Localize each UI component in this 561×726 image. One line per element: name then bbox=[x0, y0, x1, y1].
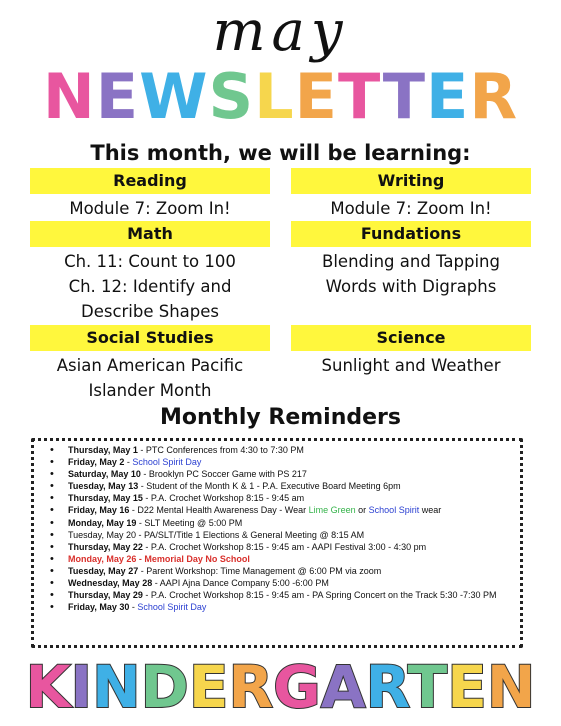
subject-reading bbox=[30, 168, 270, 221]
kindergarten-letter: N bbox=[92, 653, 141, 721]
subject-social-studies bbox=[30, 325, 270, 403]
newsletter-letter: E bbox=[426, 60, 470, 133]
kindergarten-letter: A bbox=[320, 653, 366, 721]
subject-body: Module 7: Zoom In! bbox=[69, 199, 231, 218]
kindergarten-letter: E bbox=[188, 653, 229, 721]
kindergarten-letter: G bbox=[273, 653, 321, 721]
subject-math bbox=[30, 221, 270, 324]
newsletter-title bbox=[0, 62, 561, 132]
reminder-item: • Tuesday, May 13 - Student of the Month K & 1 - P.A. Executive Board Meeting 6pm bbox=[50, 480, 520, 492]
subject-body: Ch. 11: Count to 100 Ch. 12: Identify and Describe Shapes bbox=[64, 252, 236, 321]
subject-header: Reading bbox=[30, 168, 270, 194]
kindergarten-letter: N bbox=[486, 653, 536, 721]
kindergarten-letter: R bbox=[228, 653, 274, 721]
subject-header: Math bbox=[30, 221, 270, 247]
subject-fundations bbox=[291, 221, 531, 299]
subject-body: Asian American Pacific Islander Month bbox=[56, 356, 244, 400]
newsletter-letter: L bbox=[254, 60, 295, 133]
reminder-item: • Thursday, May 15 - P.A. Crochet Workshop 8:15 - 9:45 am bbox=[50, 492, 520, 504]
subject-body: Blending and Tapping Words with Digraphs bbox=[322, 252, 500, 296]
reminder-item: • Tuesday, May 27 - Parent Workshop: Time Management @ 6:00 PM via zoom bbox=[50, 565, 520, 577]
subject-body: Module 7: Zoom In! bbox=[330, 199, 492, 218]
kindergarten-letter: T bbox=[407, 653, 448, 721]
reminder-item: • Monday, May 26 - Memorial Day No School bbox=[50, 553, 520, 565]
reminder-item: • Thursday, May 22 - P.A. Crochet Workshop 8:15 - 9:45 am - AAPI Festival 3:00 - 4:30 pm bbox=[50, 541, 520, 553]
newsletter-letter: S bbox=[208, 60, 255, 133]
reminder-item: • Friday, May 30 - School Spirit Day bbox=[50, 601, 520, 613]
reminders-list bbox=[50, 444, 520, 613]
subject-header: Fundations bbox=[291, 221, 531, 247]
newsletter-letter: T bbox=[382, 60, 427, 133]
newsletter-letter: T bbox=[338, 60, 383, 133]
newsletter-letter: R bbox=[469, 60, 519, 133]
subject-header: Social Studies bbox=[30, 325, 270, 351]
kindergarten-letter: E bbox=[447, 653, 487, 721]
subject-header: Writing bbox=[291, 168, 531, 194]
kindergarten-letter: K bbox=[25, 653, 71, 721]
month-title: may bbox=[212, 0, 349, 64]
reminder-item: • Thursday, May 1 - PTC Conferences from 4:30 to 7:30 PM bbox=[50, 444, 520, 456]
reminder-item: • Friday, May 16 - D22 Mental Health Awareness Day - Wear Lime Green or School Spirit wear bbox=[50, 504, 520, 516]
reminder-item: • Thursday, May 29 - P.A. Crochet Workshop 8:15 - 9:45 am - PA Spring Concert on the Track 5:30 -7:30 PM bbox=[50, 589, 520, 601]
newsletter-letter: W bbox=[139, 60, 209, 133]
kindergarten-letter: D bbox=[140, 653, 189, 721]
subject-body: Sunlight and Weather bbox=[321, 356, 501, 375]
newsletter-letter: N bbox=[42, 60, 96, 133]
kindergarten-letter: I bbox=[70, 653, 93, 721]
subject-header: Science bbox=[291, 325, 531, 351]
subject-writing bbox=[291, 168, 531, 221]
reminder-item: • Wednesday, May 28 - AAPI Ajna Dance Company 5:00 -6:00 PM bbox=[50, 577, 520, 589]
learning-subtitle: This month, we will be learning: bbox=[90, 141, 471, 165]
reminder-item: • Monday, May 19 - SLT Meeting @ 5:00 PM bbox=[50, 517, 520, 529]
subject-science bbox=[291, 325, 531, 378]
reminder-item: • Saturday, May 10 - Brooklyn PC Soccer Game with PS 217 bbox=[50, 468, 520, 480]
kindergarten-letter: R bbox=[365, 653, 408, 721]
newsletter-letter: E bbox=[294, 60, 339, 133]
kindergarten-title bbox=[0, 650, 561, 724]
newsletter-letter: E bbox=[95, 60, 140, 133]
reminders-title: Monthly Reminders bbox=[160, 405, 401, 430]
reminder-item: • Tuesday, May 20 - PA/SLT/Title 1 Elections & General Meeting @ 8:15 AM bbox=[50, 529, 520, 541]
reminder-item: • Friday, May 2 - School Spirit Day bbox=[50, 456, 520, 468]
